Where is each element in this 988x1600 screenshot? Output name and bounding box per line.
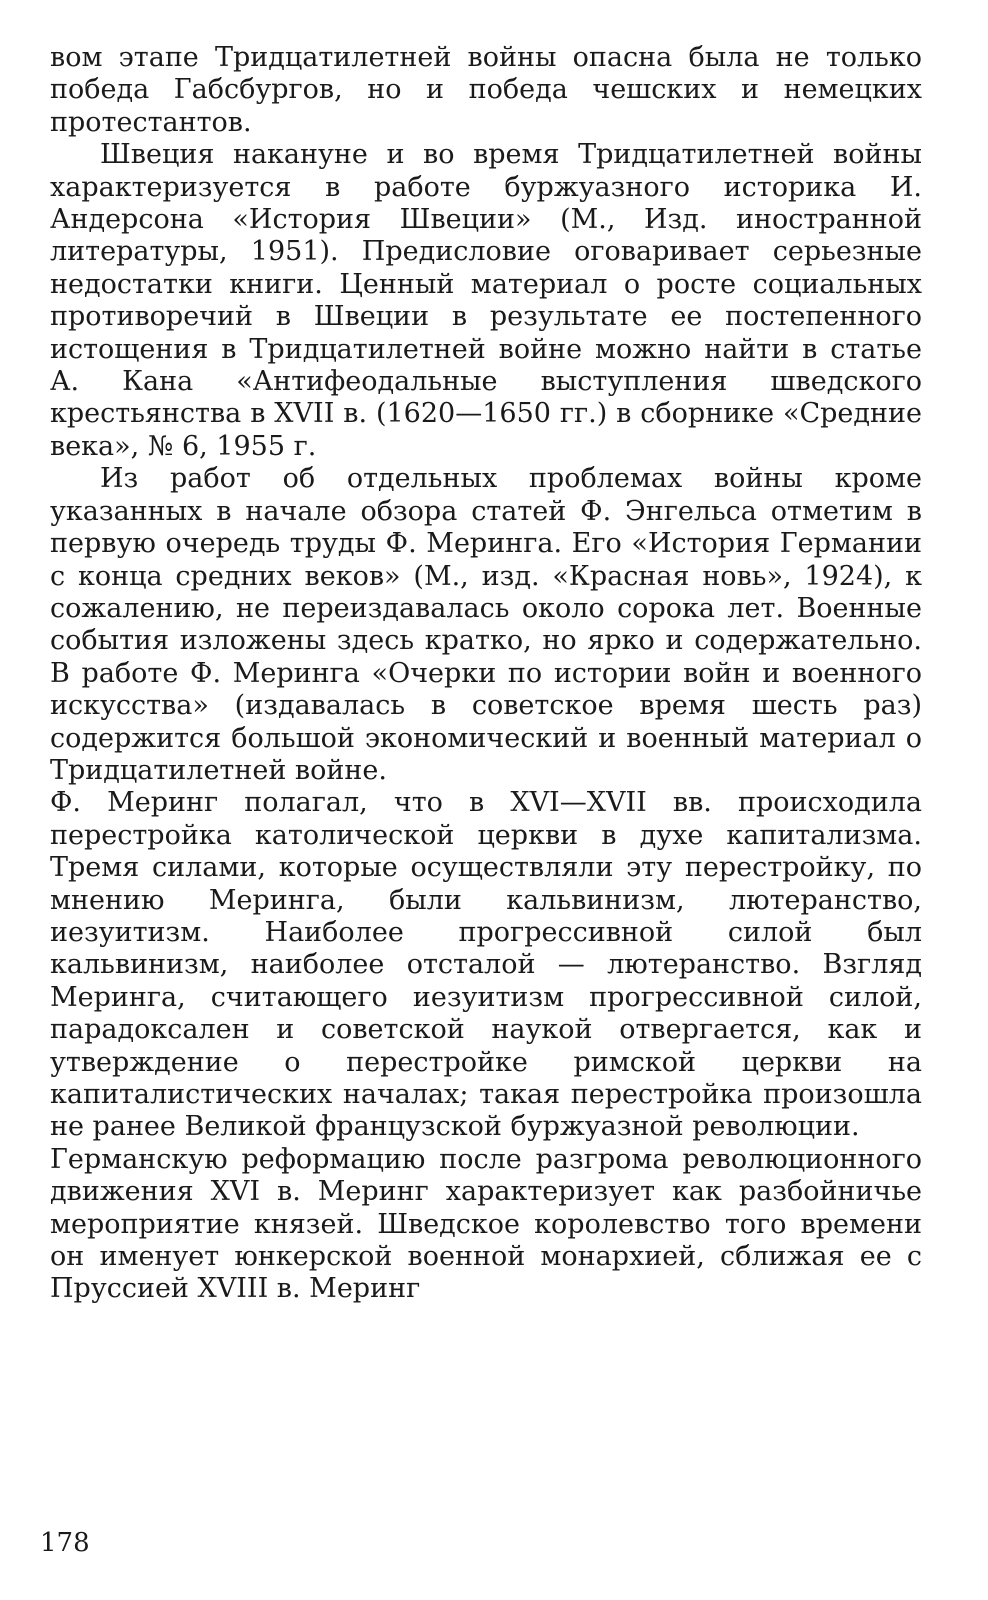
paragraph-5: Германскую реформацию после разгрома революционного движения XVI в. Меринг характеризует как разбойничье мероприятие князей. Шведское королевство того времени он именует юнкерской военной монархией, сближая ее с Пруссией XVIII в. Меринг [50, 1143, 922, 1305]
body-text [50, 42, 922, 1306]
paragraph-2: Швеция накануне и во время Тридцатилетней войны характеризуется в работе буржуазного историка И. Андерсона «История Швеции» (М., Изд. иностранной литературы, 1951). Предисловие оговаривает серьезные недостатки книги. Ценный материал о росте социальных противоречий в Швеции в результате ее постепенного истощения в Тридцатилетней войне можно найти в статье А. Кана «Антифеодальные выступления шведского крестьянства в XVII в. (1620—1650 гг.) в сборнике «Средние века», № 6, 1955 г. [50, 139, 922, 462]
paragraph-4: Ф. Меринг полагал, что в XVI—XVII вв. происходила перестройка католической церкви в духе капитализма. Тремя силами, которые осуществляли эту перестройку, по мнению Меринга, были кальвинизм, лютеранство, иезуитизм. Наиболее прогрессивной силой был кальвинизм, наиболее отсталой — лютеранство. Взгляд Меринга, считающего иезуитизм прогрессивной силой, парадоксален и советской наукой отвергается, как и утверждение о перестройке римской церкви на капиталистических началах; такая перестройка произошла не ранее Великой французской буржуазной революции. [50, 787, 922, 1143]
paragraph-1: вом этапе Тридцатилетней войны опасна была не только победа Габсбургов, но и победа чешских и немецких протестантов. [50, 42, 922, 138]
page-number: 178 [40, 1528, 90, 1558]
paragraph-3: Из работ об отдельных проблемах войны кроме указанных в начале обзора статей Ф. Энгельса отметим в первую очередь труды Ф. Меринга. Его «История Германии с конца средних веков» (М., изд. «Красная новь», 1924), к сожалению, не переиздавалась около сорока лет. Военные события изложены здесь кратко, но ярко и содержательно. В работе Ф. Меринга «Очерки по истории войн и военного искусства» (издавалась в советское время шесть раз) содержится большой экономический и военный материал о Тридцатилетней войне. [50, 463, 922, 786]
